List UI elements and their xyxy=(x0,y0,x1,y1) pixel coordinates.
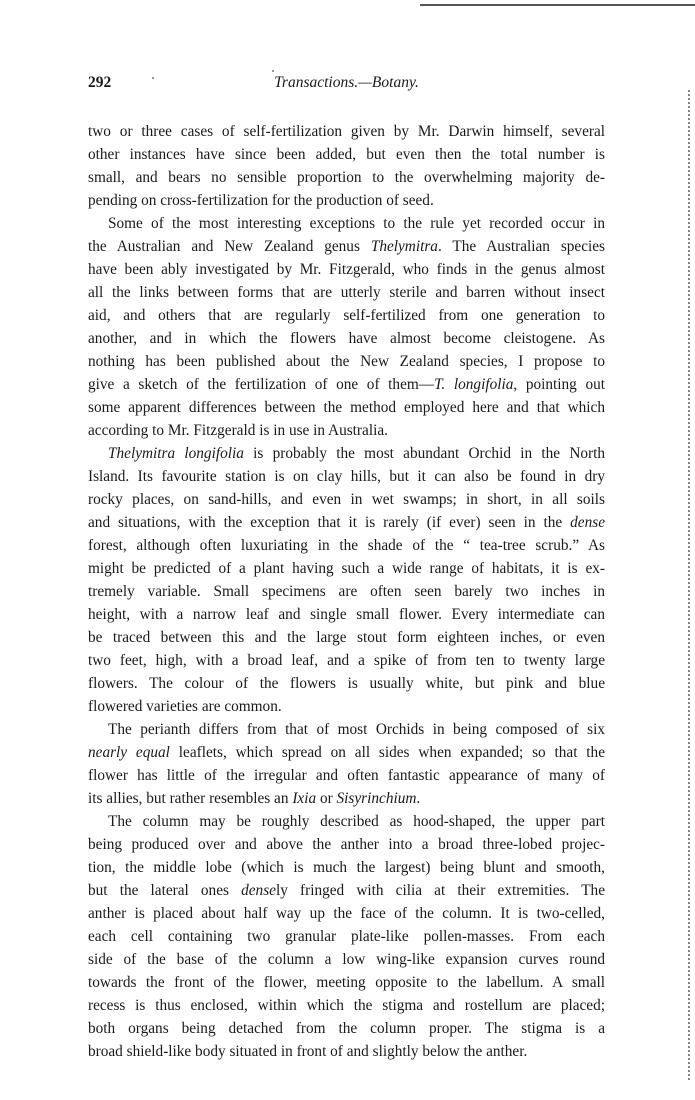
text-line: its allies, but rather resembles an Ixia or Sisyrinchium. xyxy=(88,790,421,807)
text-line: flower has little of the irregular and often fantastic appearance of many of xyxy=(88,767,605,784)
italic-term: dense xyxy=(570,514,605,531)
italic-term: nearly equal xyxy=(88,744,170,761)
text-line: Island. Its favourite station is on clay hills, but it can also be found in dry xyxy=(88,468,605,485)
scan-speck xyxy=(272,70,274,72)
page-number: 292 xyxy=(88,74,112,91)
text-line: Thelymitra longifolia is probably the most abundant Orchid in the North xyxy=(108,445,606,462)
text-line: flowered varieties are common. xyxy=(88,698,282,715)
italic-term: dense xyxy=(241,882,276,899)
page-body xyxy=(88,120,605,1063)
text-line: aid, and others that are regularly self-fertilized from one generation to xyxy=(88,307,605,324)
text-line: two feet, high, with a broad leaf, and a spike of from ten to twenty large xyxy=(88,652,605,669)
text-line: both organs being detached from the column proper. The stigma is a xyxy=(88,1020,605,1037)
text-line: recess is thus enclosed, within which the stigma and rostellum are placed; xyxy=(88,997,605,1014)
running-title: Transactions.—Botany. xyxy=(274,74,419,91)
running-header xyxy=(88,74,605,96)
text-line: Some of the most interesting exceptions to the rule yet recorded occur in xyxy=(108,215,605,232)
text-line: some apparent differences between the method employed here and that which xyxy=(88,399,605,416)
text-line: have been ably investigated by Mr. Fitzgerald, who finds in the genus almost xyxy=(88,261,605,278)
text-line: other instances have since been added, but even then the total number is xyxy=(88,146,605,163)
text-line: rocky places, on sand-hills, and even in wet swamps; in short, in all soils xyxy=(88,491,605,508)
text-line: give a sketch of the fertilization of one of them—T. longifolia, pointing out xyxy=(88,376,605,393)
text-line: height, with a narrow leaf and single small flower. Every intermediate can xyxy=(88,606,605,623)
italic-term: Ixia xyxy=(292,790,317,807)
text-line: all the links between forms that are utterly sterile and barren without insect xyxy=(88,284,605,301)
text-line: broad shield-like body situated in front of and slightly below the anther. xyxy=(88,1043,528,1060)
text-line: but the lateral ones densely fringed with cilia at their extremities. The xyxy=(88,882,605,899)
text-line: each cell containing two granular plate-like pollen-masses. From each xyxy=(88,928,605,945)
text-line: another, and in which the flowers have almost become cleistogene. As xyxy=(88,330,605,347)
text-line: being produced over and above the anther into a broad three-lobed projec- xyxy=(88,836,605,853)
text-line: anther is placed about half way up the face of the column. It is two-celled, xyxy=(88,905,605,922)
text-line: small, and bears no sensible proportion to the overwhelming majority de- xyxy=(88,169,605,186)
text-line: two or three cases of self-fertilization given by Mr. Darwin himself, several xyxy=(88,123,605,140)
text-line: the Australian and New Zealand genus Thelymitra. The Australian species xyxy=(88,238,605,255)
text-line: side of the base of the column a low wing-like expansion curves round xyxy=(88,951,605,968)
italic-term: Sisyrinchium xyxy=(336,790,417,807)
text-line: might be predicted of a plant having such a wide range of habitats, it is ex- xyxy=(88,560,605,577)
text-line: forest, although often luxuriating in the shade of the “ tea-tree scrub.” As xyxy=(88,537,605,554)
text-line: tion, the middle lobe (which is much the largest) being blunt and smooth, xyxy=(88,859,605,876)
text-line: The perianth differs from that of most Orchids in being composed of six xyxy=(108,721,605,738)
scan-edge-margin xyxy=(688,90,692,1080)
scan-edge-line xyxy=(420,4,695,6)
text-line: nothing has been published about the New Zealand species, I propose to xyxy=(88,353,605,370)
text-line: according to Mr. Fitzgerald is in use in Australia. xyxy=(88,422,388,439)
italic-term: Thelymitra longifolia xyxy=(108,445,244,462)
text-line: pending on cross-fertilization for the production of seed. xyxy=(88,192,434,209)
text-line: towards the front of the flower, meeting opposite to the labellum. A small xyxy=(88,974,605,991)
italic-term: Thelymitra xyxy=(370,238,438,255)
text-line: The column may be roughly described as hood-shaped, the upper part xyxy=(108,813,605,830)
text-line: flowers. The colour of the flowers is usually white, but pink and blue xyxy=(88,675,605,692)
text-line: nearly equal leaflets, which spread on all sides when expanded; so that the xyxy=(88,744,606,761)
text-line: tremely variable. Small specimens are often seen barely two inches in xyxy=(88,583,605,600)
text-line: be traced between this and the large stout form eighteen inches, or even xyxy=(88,629,605,646)
italic-term: T. longifolia xyxy=(434,376,514,393)
text-line: and situations, with the exception that it is rarely (if ever) seen in the dense xyxy=(88,514,605,531)
